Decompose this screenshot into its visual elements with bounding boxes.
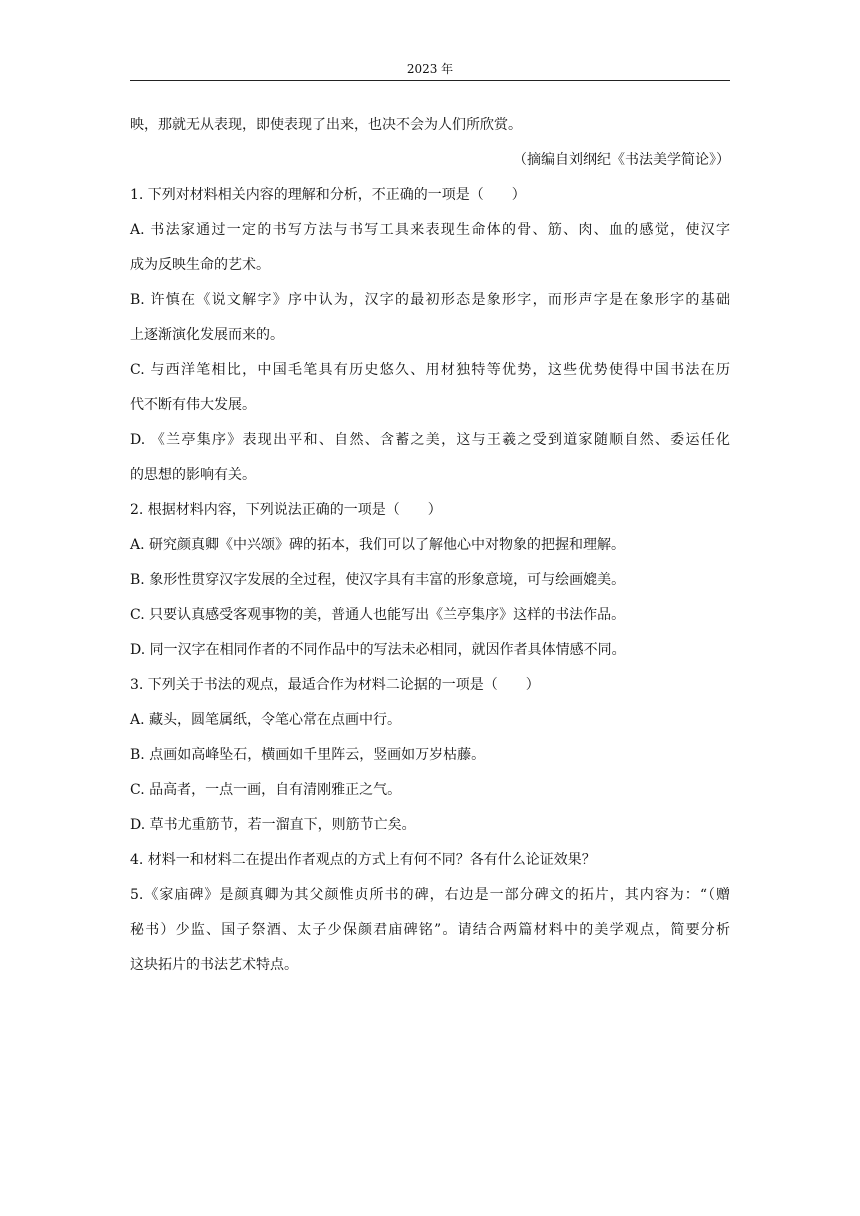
question-2-stem: 2. 根据材料内容，下列说法正确的一项是（ ） [130, 502, 442, 518]
question-1-option-d-cont: 的思想的影响有关。 [130, 467, 256, 483]
document-body [130, 108, 730, 983]
question-1-option-b-cont: 上逐渐演化发展而来的。 [130, 327, 284, 343]
question-5-line-1: 5.《家庙碑》是颜真卿为其父颜惟贞所书的碑，右边是一部分碑文的拓片，其内容为：“（赠 [130, 887, 730, 903]
passage-tail: 映，那就无从表现，即使表现了出来，也决不会为人们所欣赏。 [130, 117, 522, 133]
question-4 [130, 843, 730, 878]
question-2-option-c: C. 只要认真感受客观事物的美，普通人也能写出《兰亭集序》这样的书法作品。 [130, 607, 626, 623]
question-1-option-c: C. 与西洋笔相比，中国毛笔具有历史悠久、用材独特等优势，这些优势使得中国书法在历 [130, 362, 730, 378]
question-1-option-b: B. 许慎在《说文解字》序中认为，汉字的最初形态是象形字，而形声字是在象形字的基础 [130, 292, 730, 308]
question-5 [130, 878, 730, 983]
question-3-option-c: C. 品高者，一点一画，自有清刚雅正之气。 [130, 782, 402, 798]
question-1-option-a: A. 书法家通过一定的书写方法与书写工具来表现生命体的骨、筋、肉、血的感觉，使汉字 [130, 222, 730, 238]
page-header-year: 2023 年 [406, 62, 454, 76]
header-divider [130, 80, 730, 81]
question-1-option-c-cont: 代不断有伟大发展。 [130, 397, 256, 413]
question-3-option-d: D. 草书尤重筋节，若一溜直下，则筋节亡矣。 [130, 817, 416, 833]
question-2-option-a: A. 研究颜真卿《中兴颂》碑的拓本，我们可以了解他心中对物象的把握和理解。 [130, 537, 626, 553]
question-1 [130, 178, 730, 493]
question-5-line-3: 这块拓片的书法艺术特点。 [130, 957, 298, 973]
question-1-option-a-cont: 成为反映生命的艺术。 [130, 257, 270, 273]
question-4-stem: 4. 材料一和材料二在提出作者观点的方式上有何不同？各有什么论证效果？ [130, 852, 596, 868]
question-3 [130, 668, 730, 843]
question-1-stem: 1. 下列对材料相关内容的理解和分析，不正确的一项是（ ） [130, 187, 526, 203]
question-3-stem: 3. 下列关于书法的观点，最适合作为材料二论据的一项是（ ） [130, 677, 540, 693]
question-2-option-d: D. 同一汉字在相同作者的不同作品中的写法未必相同，就因作者具体情感不同。 [130, 642, 626, 658]
question-2-option-b: B. 象形性贯穿汉字发展的全过程，使汉字具有丰富的形象意境，可与绘画媲美。 [130, 572, 626, 588]
question-3-option-b: B. 点画如高峰坠石，横画如千里阵云，竖画如万岁枯藤。 [130, 747, 486, 763]
question-3-option-a: A. 藏头，圆笔属纸，令笔心常在点画中行。 [130, 712, 402, 728]
question-1-option-d: D. 《兰亭集序》表现出平和、自然、含蓄之美，这与王羲之受到道家随顺自然、委运任化 [130, 432, 730, 448]
question-2 [130, 493, 730, 668]
question-5-line-2: 秘书）少监、国子祭酒、太子少保颜君庙碑铭”。请结合两篇材料中的美学观点，简要分析 [130, 922, 730, 938]
passage-source: （摘编自刘纲纪《书法美学简论》） [513, 152, 730, 168]
